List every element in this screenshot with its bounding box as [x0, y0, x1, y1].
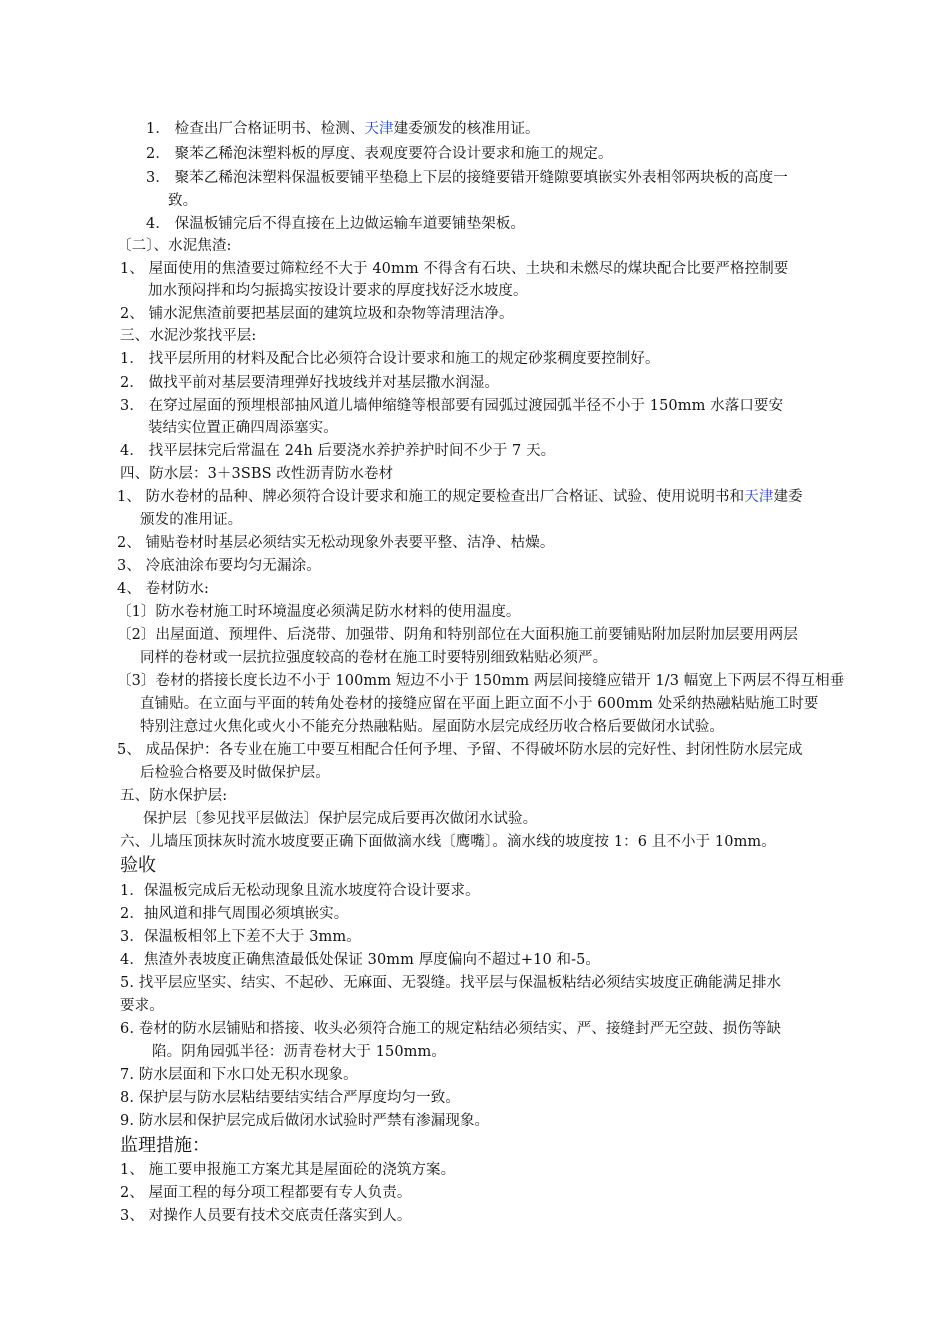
tianjin-link[interactable]: 天津 — [364, 121, 394, 137]
s3-item-4: 4． 找平层抹完后常温在 24h 后要浇水养护养护时间不少于 7 天。 — [120, 443, 556, 459]
s3-title: 三、水泥沙浆找平层: — [120, 328, 257, 344]
acc-item-2: 2．抽风道和排气周围必须填嵌实。 — [120, 906, 349, 922]
s3-item-1: 1． 找平层所用的材料及配合比必须符合设计要求和施工的规定砂浆稠度要控制好。 — [120, 351, 660, 367]
s4-item-2: 2、 铺贴卷材时基层必须结实无松动现象外表要平整、洁净、枯燥。 — [117, 535, 555, 551]
acc-item-8: 8. 保护层与防水层粘结要结实结合严厚度均匀一致。 — [120, 1090, 460, 1106]
s3-item-3-cont: 装结实位置正确四周添塞实。 — [148, 420, 338, 436]
acc-item-4: 4．焦渣外表坡度正确焦渣最低处保证 30mm 厚度偏向不超过+10 和-5。 — [120, 952, 601, 968]
s4-item-1-text-end: 建委 — [773, 489, 803, 505]
acc-item-6: 6. 卷材的防水层铺贴和搭接、收头必须符合施工的规定粘结必须结实、严、接缝封严无空鼓、损伤等缺 — [120, 1021, 782, 1037]
s2-title: 〔二〕、水泥焦渣: — [117, 238, 232, 254]
s1-item-1-text: 1． 检查出厂合格证明书、检测、 — [146, 121, 365, 137]
s1-item-1 — [146, 118, 540, 140]
s1-item-4: 4． 保温板铺完后不得直接在上边做运输车道要铺垫架板。 — [146, 216, 526, 232]
s4-para-3: 〔3〕卷材的搭接长度长边不小于 100mm 短边不小于 150mm 两层间接缝应错开 1/3 幅宽上下两层不得互相垂 — [117, 673, 845, 689]
s2-item-1-cont: 加水预闷拌和均匀振捣实按设计要求的厚度找好泛水坡度。 — [148, 283, 528, 299]
s4-item-4: 4、 卷材防水: — [117, 581, 210, 597]
s4-para-1: 〔1〕防水卷材施工时环境温度必须满足防水材料的使用温度。 — [117, 604, 521, 620]
s4-para-2: 〔2〕出屋面道、预埋件、后浇带、加强带、阴角和特别部位在大面积施工前要铺贴附加层附加层要用两层 — [117, 627, 798, 643]
s1-item-1-text-end: 建委颁发的核准用证。 — [393, 121, 540, 137]
acc-item-5-cont: 要求。 — [120, 998, 164, 1014]
sup-item-1: 1、 施工要申报施工方案尤其是屋面砼的浇筑方案。 — [120, 1162, 456, 1178]
acc-item-5: 5. 找平层应坚实、结实、不起砂、无麻面、无裂缝。找平层与保温板粘结必须结实坡度正确能满足排水 — [120, 975, 782, 991]
s1-item-2: 2． 聚苯乙稀泡沫塑料板的厚度、表观度要符合设计要求和施工的规定。 — [146, 146, 613, 162]
s4-item-1 — [117, 486, 803, 508]
s2-item-2: 2、 铺水泥焦渣前要把基层面的建筑垃圾和杂物等清理洁净。 — [120, 306, 514, 322]
acc-item-6-cont: 陷。阴角园弧半径：沥青卷材大于 150mm。 — [152, 1044, 446, 1060]
acc-item-9: 9. 防水层和保护层完成后做闭水试验时严禁有渗漏现象。 — [120, 1113, 490, 1129]
sup-item-2: 2、 屋面工程的每分项工程都要有专人负责。 — [120, 1185, 412, 1201]
s6-text: 六、儿墙压顶抹灰时流水坡度要正确下面做滴水线〔鹰嘴〕。滴水线的坡度按 1：6 且不小于 10mm。 — [120, 834, 776, 850]
s4-para-3-cont-2: 特别注意过火焦化或火小不能充分热融粘贴。屋面防水层完成经历收合格后要做闭水试验。 — [140, 719, 724, 735]
supervision-heading: 监理措施： — [120, 1135, 210, 1156]
s4-item-1-text: 1、 防水卷材的品种、牌必须符合设计要求和施工的规定要检查出厂合格证、试验、使用说明书和 — [117, 489, 745, 505]
s2-item-1: 1、 屋面使用的焦渣要过筛粒经不大于 40mm 不得含有石块、土块和未燃尽的煤块配合比要严格控制要 — [120, 261, 789, 277]
s4-para-3-cont-1: 直铺贴。在立面与平面的转角处卷材的接缝应留在平面上距立面不小于 600mm 处采纳热融粘贴施工时要 — [140, 696, 819, 712]
acc-item-1: 1．保温板完成后无松动现象且流水坡度符合设计要求。 — [120, 883, 480, 899]
s4-item-3: 3、 冷底油涂布要均匀无漏涂。 — [117, 558, 321, 574]
s3-item-3: 3． 在穿过屋面的预埋根部抽风道儿墙伸缩缝等根部要有园弧过渡园弧半径不小于 150mm 水落口要安 — [120, 398, 784, 414]
s4-item-5-cont: 后检验合格要及时做保护层。 — [140, 765, 330, 781]
sup-item-3: 3、 对操作人员要有技术交底责任落实到人。 — [120, 1208, 412, 1224]
s5-title: 五、防水保护层: — [120, 788, 228, 804]
s3-item-2: 2． 做找平前对基层要清理弹好找坡线并对基层撒水润湿。 — [120, 375, 500, 391]
tianjin-link-2[interactable]: 天津 — [744, 489, 774, 505]
s4-item-5: 5、 成品保护：各专业在施工中要互相配合任何予埋、予留、不得破坏防水层的完好性、封闭性防水层完成 — [117, 742, 803, 758]
s5-body: 保护层〔参见找平层做法〕保护层完成后要再次做闭水试验。 — [143, 811, 538, 827]
s4-para-2-cont: 同样的卷材或一层抗拉强度较高的卷材在施工时要特别细致粘贴必须严。 — [140, 650, 608, 666]
s1-item-3: 3． 聚苯乙稀泡沫塑料保温板要铺平垫稳上下层的接缝要错开缝隙要填嵌实外表相邻两块板的高度一 — [146, 170, 788, 186]
s4-title: 四、防水层：3＋3SBS 改性沥青防水卷材 — [120, 466, 394, 482]
s1-item-3-cont: 致。 — [168, 193, 198, 209]
acc-item-7: 7. 防水层面和下水口处无积水现象。 — [120, 1067, 358, 1083]
acceptance-heading: 验收 — [120, 855, 156, 876]
acc-item-3: 3．保温板相邻上下差不大于 3mm。 — [120, 929, 361, 945]
s4-item-1-cont: 颁发的准用证。 — [140, 512, 243, 528]
